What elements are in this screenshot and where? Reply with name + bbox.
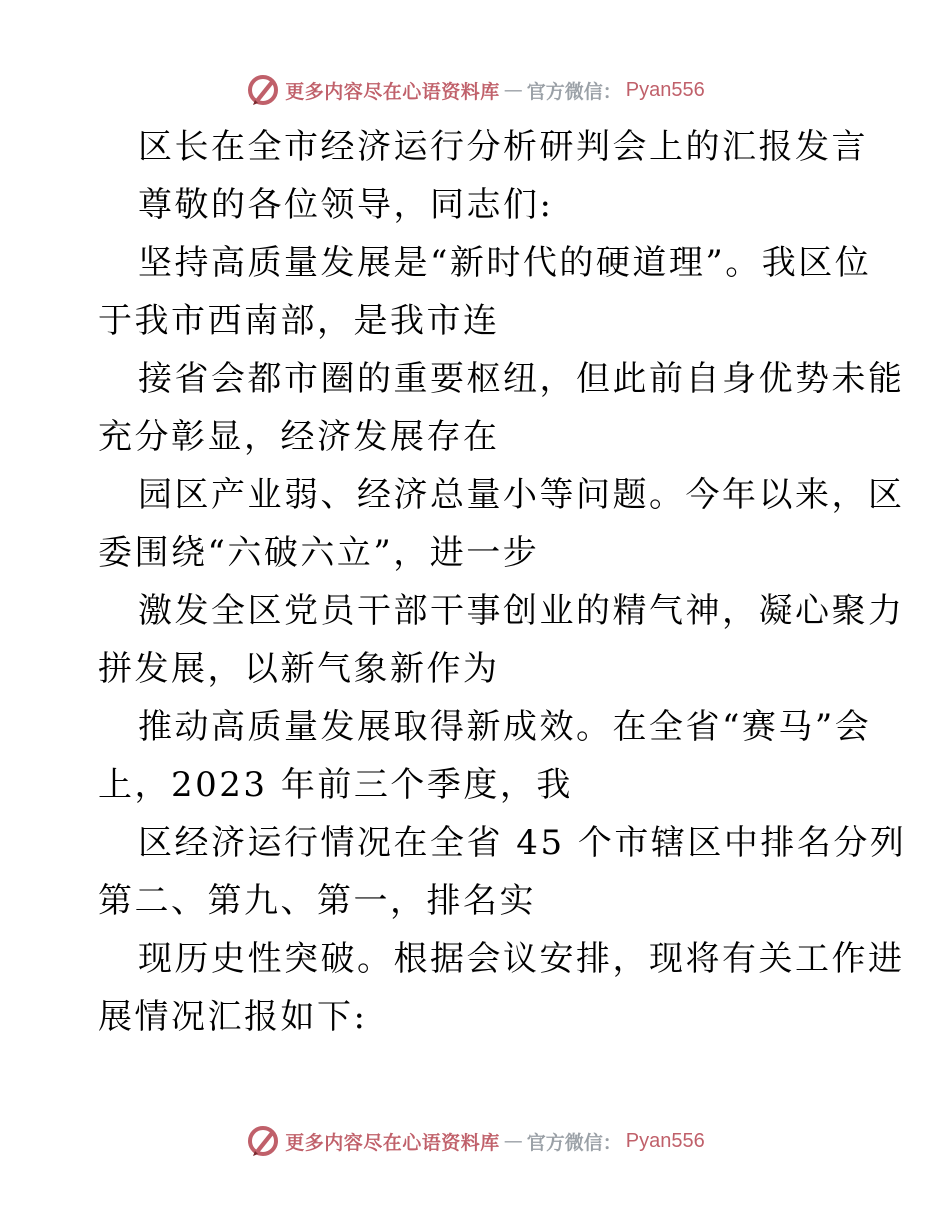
watermark-separator: —: [503, 79, 523, 101]
paragraph-line: 充分彰显，经济发展存在: [98, 417, 500, 457]
paragraph-line: 拼发展，以新气象新作为: [98, 649, 500, 689]
paragraph-line: 区经济运行情况在全省 45 个市辖区中排名分列: [138, 823, 907, 863]
paragraph-line: 园区产业弱、经济总量小等问题。今年以来，区: [138, 475, 905, 515]
paragraph-line: 展情况汇报如下:: [98, 997, 368, 1037]
paragraph-line: 第二、第九、第一，排名实: [98, 881, 536, 921]
watermark-brand: 更多内容尽在心语资料库: [285, 80, 500, 103]
watermark-group: [245, 72, 705, 108]
watermark-separator: —: [503, 1130, 523, 1152]
paragraph-line: 推动高质量发展取得新成效。在全省“赛马”会: [138, 707, 872, 747]
watermark-header: [0, 70, 950, 110]
watermark-brand: 更多内容尽在心语资料库: [285, 1131, 500, 1154]
watermark-footer: [0, 1121, 950, 1161]
paragraph-line: 现历史性突破。根据会议安排，现将有关工作进: [138, 939, 905, 979]
document-body: [98, 118, 907, 1046]
paragraph-line: 坚持高质量发展是“新时代的硬道理”。我区位: [138, 243, 872, 283]
paragraph-line: 尊敬的各位领导，同志们:: [138, 185, 554, 225]
document-title: 区长在全市经济运行分析研判会上的汇报发言: [138, 127, 868, 167]
paragraph-line: 接省会都市圈的重要枢纽，但此前自身优势未能: [138, 359, 905, 399]
watermark-account: Pyan556: [625, 78, 705, 101]
paragraph-line: 委围绕“六破六立”，进一步: [98, 533, 540, 573]
watermark-group: [245, 1123, 705, 1159]
watermark-channel: 官方微信：: [526, 80, 622, 103]
paragraph-line: 上，2023 年前三个季度，我: [98, 765, 573, 805]
paragraph-line: 于我市西南部，是我市连: [98, 301, 500, 341]
paragraph-line: 激发全区党员干部干事创业的精气神，凝心聚力: [138, 591, 905, 631]
pen-logo-icon: [245, 72, 281, 108]
pen-logo-icon: [245, 1123, 281, 1159]
watermark-account: Pyan556: [625, 1129, 705, 1152]
watermark-channel: 官方微信：: [526, 1131, 622, 1154]
